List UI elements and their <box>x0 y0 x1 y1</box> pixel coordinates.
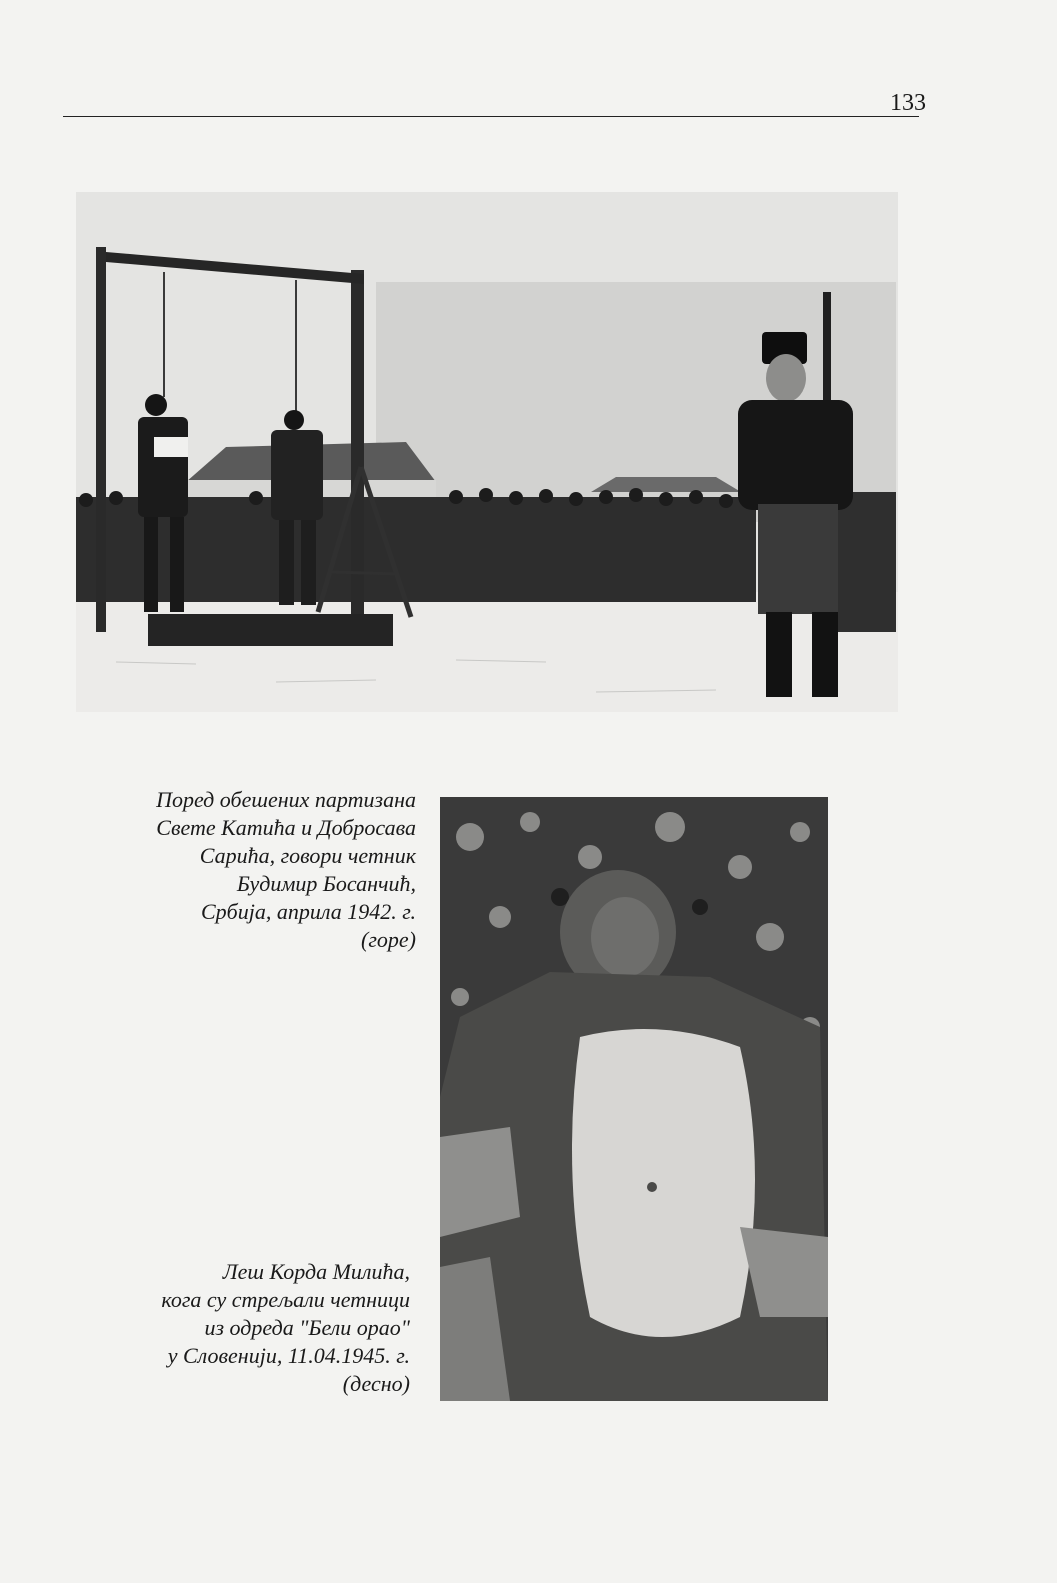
caption-top <box>60 786 416 954</box>
photo-bottom <box>440 797 828 1401</box>
header-rule <box>63 116 919 117</box>
page-number: 133 <box>890 90 926 116</box>
caption-bottom-line: (десно) <box>342 1371 410 1396</box>
caption-bottom-line: кога су стрељали четници <box>161 1287 410 1312</box>
caption-bottom <box>60 1258 410 1398</box>
photo-top <box>76 192 898 712</box>
caption-top-line: (горе) <box>361 927 416 952</box>
caption-bottom-line: Леш Корда Милића, <box>222 1259 410 1284</box>
hanging-crowd-photo-icon <box>76 192 898 712</box>
caption-top-line: Сарића, говори четник <box>199 843 416 868</box>
caption-top-line: Свете Катића и Добросава <box>156 815 416 840</box>
corpse-photo-icon <box>440 797 828 1401</box>
caption-top-line: Поред обешених партизана <box>156 787 416 812</box>
caption-top-line: Будимир Босанчић, <box>236 871 416 896</box>
caption-bottom-line: из одреда "Бели орао" <box>204 1315 410 1340</box>
caption-bottom-line: у Словенији, 11.04.1945. г. <box>167 1343 410 1368</box>
caption-top-line: Србија, априла 1942. г. <box>200 899 416 924</box>
